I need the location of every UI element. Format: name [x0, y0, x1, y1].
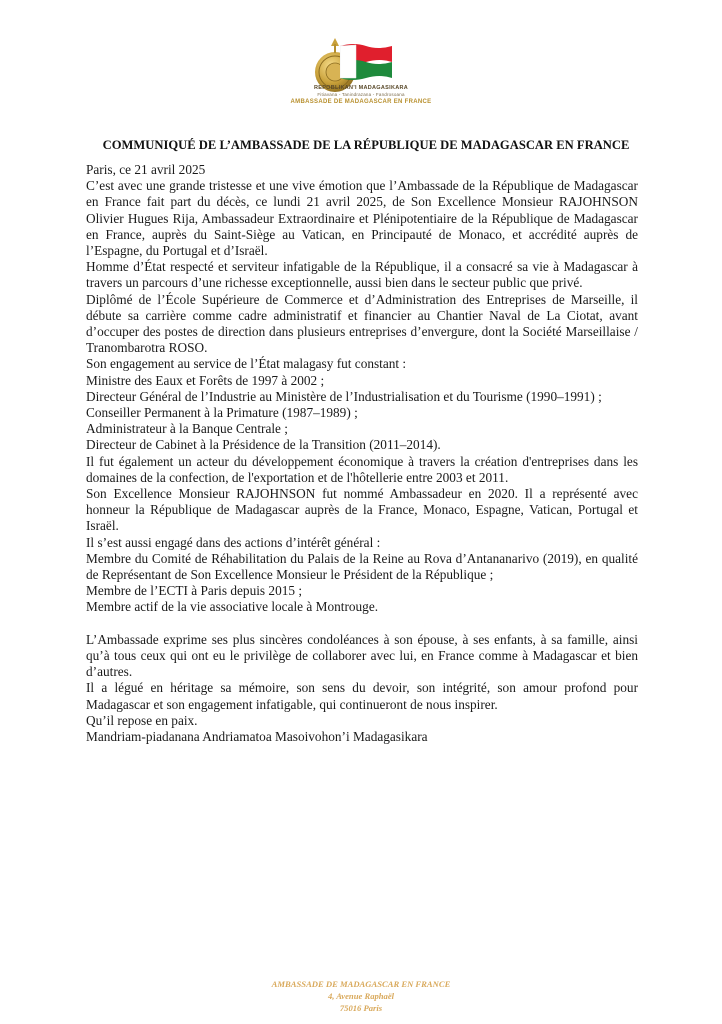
document-title: COMMUNIQUÉ DE L’AMBASSADE DE LA RÉPUBLIQUE DE MADAGASCAR EN FRANCE	[102, 138, 630, 152]
letterhead-embassy: AMBASSADE DE MADAGASCAR EN FRANCE	[290, 99, 432, 105]
closing-line: Qu’il repose en paix.	[86, 712, 198, 728]
letterhead-country: REPOBLIKAN'I MADAGASIKARA	[313, 85, 409, 91]
paragraph-condolences: L’Ambassade exprime ses plus sincères condoléances à son épouse, à ses enfants, à sa famille, ainsi qu’à tous ceux qui ont eu le privilège de collaborer avec lui, en France comme à Madagascar et bien d’autres.	[86, 631, 638, 680]
madagascar-flag-icon	[340, 42, 392, 82]
footer-street: 4, Avenue Raphaël	[327, 991, 395, 1001]
general-interest-list	[86, 551, 638, 616]
list-item: Ministre des Eaux et Forêts de 1997 à 2002 ;	[86, 372, 325, 388]
career-list	[86, 373, 638, 454]
paragraph-legacy: Il a légué en héritage sa mémoire, son sens du devoir, son intégrité, son amour profond pour Madagascar et son engagement infatigable, qui continueront de nous inspirer.	[86, 680, 638, 712]
letterhead	[0, 14, 722, 114]
footer-city: 75016 Paris	[339, 1003, 383, 1013]
date-line: Paris, ce 21 avril 2025	[86, 162, 206, 177]
list-item: Conseiller Permanent à la Primature (1987–1989) ;	[86, 405, 358, 421]
document-body	[86, 162, 638, 745]
list-item: Membre actif de la vie associative locale à Montrouge.	[86, 599, 379, 615]
paragraph-general-interest-intro: Il s’est aussi engagé dans des actions d’intérêt général :	[86, 534, 381, 550]
paragraph-ambassador: Son Excellence Monsieur RAJOHNSON fut nommé Ambassadeur en 2020. Il a représenté avec honneur la République de Madagascar auprès de la France, Monaco, Espagne, Vatican, Portugal et Israël.	[86, 486, 638, 534]
list-item: Membre du Comité de Réhabilitation du Palais de la Reine au Rova d’Antananarivo (2019), en qualité de Représentant de Son Excellence Monsieur le Président de la République ;	[86, 550, 638, 583]
list-item: Administrateur à la Banque Centrale ;	[86, 421, 288, 437]
paragraph-statesman: Homme d’État respecté et serviteur infatigable de la République, il a consacré sa vie à Madagascar à travers un parcours d’une richesse exceptionnelle, aussi bien dans le secteur public que privé.	[86, 259, 638, 291]
paragraph-engagement-intro: Son engagement au service de l’État malagasy fut constant :	[86, 356, 407, 372]
paragraph-education: Diplômé de l’École Supérieure de Commerce et d’Administration des Entreprises de Marseille, il débute sa carrière comme cadre administratif et financier au Chantier Naval de La Ciotat, avant d’occuper des postes de direction dans plusieurs entreprises d’envergure, dont la Société Marseillaise / Tranombarotra ROSO.	[86, 291, 638, 356]
footer-address	[0, 978, 722, 1014]
paragraph-announcement: C’est avec une grande tristesse et une vive émotion que l’Ambassade de la République de Madagascar en France fait part du décès, ce lundi 21 avril 2025, de Son Excellence Monsieur RAJOHNSON Olivier Hugues Rija, Ambassadeur Extraordinaire et Plénipotentiaire de la République de Madagascar en France, auprès du Saint-Siège au Vatican, en Principauté de Monaco, et accrédité auprès de l’Espagne, du Portugal et d’Israël.	[86, 178, 638, 259]
list-item: Membre de l’ECTI à Paris depuis 2015 ;	[86, 583, 303, 599]
list-item: Directeur Général de l’Industrie au Ministère de l’Industrialisation et du Tourisme (1990–1991) ;	[86, 388, 602, 404]
paragraph-career-note: Il fut également un acteur du développement économique à travers la création d'entreprises dans les domaines de la confection, de l'exportation et de l'hôtellerie entre 2003 et 2011.	[86, 453, 638, 485]
letterhead-motto: Fitiavana - Tanindrazana - Fandrosoana	[317, 92, 405, 97]
closing-signature: Mandriam-piadanana Andriamatoa Masoivohon’i Madagasikara	[86, 728, 428, 744]
footer-embassy: AMBASSADE DE MADAGASCAR EN FRANCE	[271, 979, 451, 989]
list-item: Directeur de Cabinet à la Présidence de la Transition (2011–2014).	[86, 437, 441, 453]
